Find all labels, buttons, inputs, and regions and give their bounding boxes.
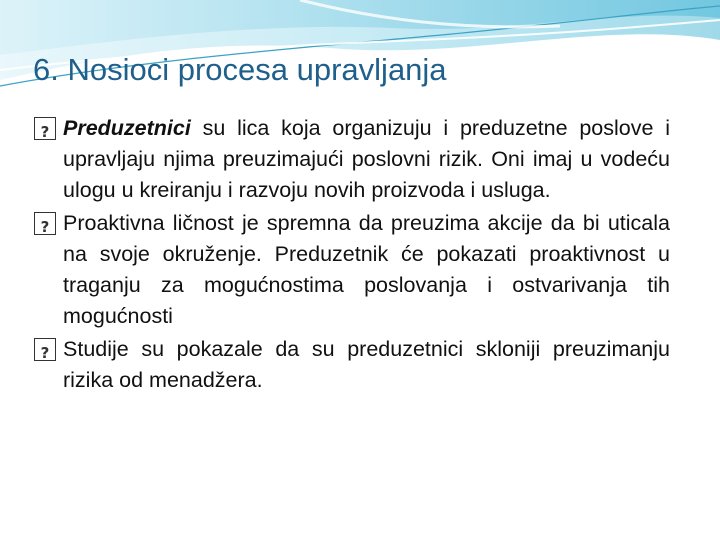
bullet-term: Preduzetnici: [63, 116, 191, 140]
bullet-item-3: [34, 334, 670, 396]
missing-glyph-box-icon: [34, 117, 56, 140]
bullet-list: [34, 113, 670, 398]
bullet-text: Proaktivna ličnost je spremna da preuzima akcije da bi uticala na svoje okruženje. Preduzetnik će pokazati proaktivnost u traganju za mogućnostima poslovanja i ostvarivanja tih mogućnosti: [63, 211, 670, 328]
bullet-item-1: [34, 113, 670, 206]
bullet-item-2: [34, 208, 670, 332]
bullet-text: Studije su pokazale da su preduzetnici skloniji preuzimanju rizika od menadžera.: [63, 337, 670, 392]
bullet-text: su lica koja organizuju i preduzetne poslove i upravljaju njima preuzimajući poslovni rizik. Oni imaj u vodeću ulogu u kreiranju i razvoju novih proizvoda i usluga.: [63, 116, 670, 202]
slide-title: 6. Nosioci procesa upravljanja: [33, 52, 447, 87]
missing-glyph-box-icon: [34, 338, 56, 361]
missing-glyph-box-icon: [34, 212, 56, 235]
